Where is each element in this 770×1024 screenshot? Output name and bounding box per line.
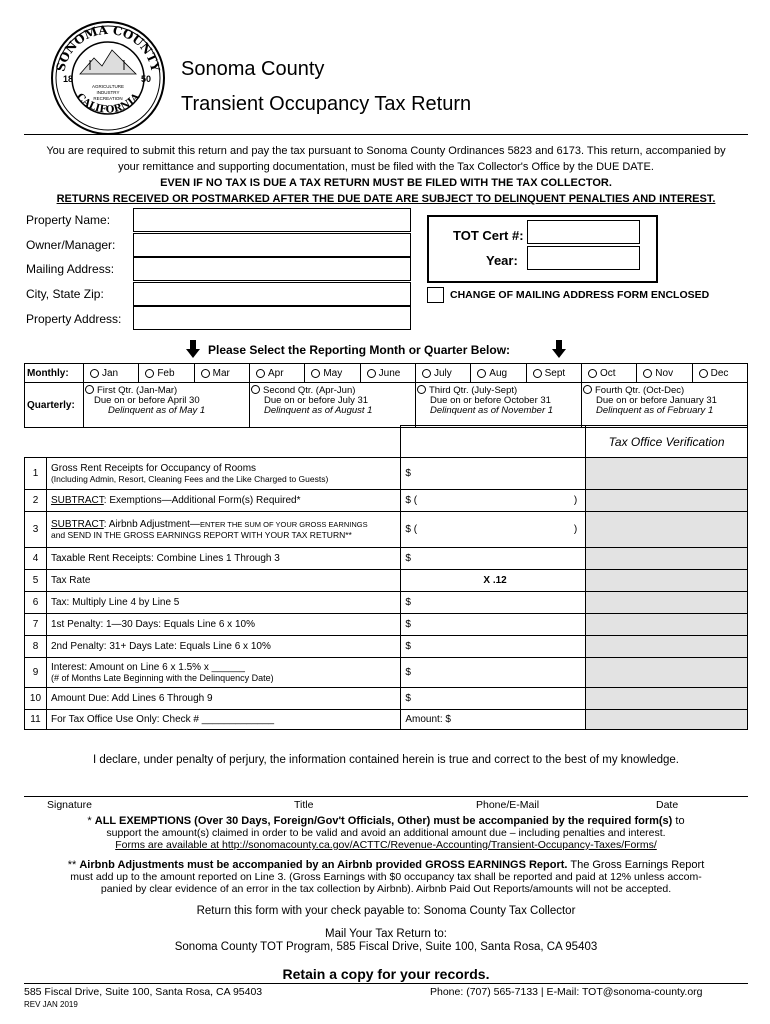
line-8-verify xyxy=(586,636,748,658)
quarter-delinquent: Delinquent as of August 1 xyxy=(264,405,373,416)
quarter-due: Due on or before April 30 xyxy=(94,395,200,406)
radio-icon xyxy=(256,369,265,378)
line-8-amount[interactable]: $ xyxy=(401,636,586,658)
month-label: Sept xyxy=(544,367,566,379)
line-number: 8 xyxy=(25,636,47,658)
title-label: Title xyxy=(294,799,314,811)
intro-line-2: your remittance and supporting documentation, must be filed with the Tax Collector's Office by the DUE DATE. xyxy=(118,161,654,173)
line-7-amount[interactable]: $ xyxy=(401,614,586,636)
radio-icon xyxy=(90,369,99,378)
arrow-down-icon xyxy=(552,340,566,358)
quarter-name: Third Qtr. (July-Sept) xyxy=(429,385,518,396)
radio-icon xyxy=(583,385,592,394)
property-name-label: Property Name: xyxy=(26,213,111,227)
form-title: Transient Occupancy Tax Return xyxy=(181,93,472,115)
radio-icon xyxy=(417,385,426,394)
month-option-july[interactable] xyxy=(416,364,471,382)
month-label: July xyxy=(433,367,452,379)
warning-late: RETURNS RECEIVED OR POSTMARKED AFTER THE DUE DATE ARE SUBJECT TO DELINQUENT PENALTIES AND INTEREST. xyxy=(56,193,716,205)
line-3-amount[interactable] xyxy=(401,512,586,548)
tot-cert-label: TOT Cert #: xyxy=(453,228,524,243)
line-1-text: Gross Rent Receipts for Occupancy of Rooms xyxy=(50,463,257,474)
owner-manager-field[interactable] xyxy=(133,233,411,257)
mailing-address-label: Mailing Address: xyxy=(26,262,115,276)
quarter-name: Fourth Qtr. (Oct-Dec) xyxy=(595,385,685,396)
line-4-verify xyxy=(586,548,748,570)
seal-top-text: SONOMA COUNTY xyxy=(53,22,163,73)
month-label: May xyxy=(323,367,343,379)
exemptions-note xyxy=(24,815,748,851)
line-2-amount[interactable] xyxy=(401,490,586,512)
property-address-label: Property Address: xyxy=(26,312,122,326)
month-label: Oct xyxy=(599,367,616,379)
quarter-due: Due on or before January 31 xyxy=(596,395,717,406)
quarterly-label: Quarterly: xyxy=(25,383,84,428)
line-9-label xyxy=(46,658,400,688)
line-1-amount[interactable]: $ xyxy=(401,458,586,490)
line-11-amount: Amount: $ xyxy=(401,710,586,730)
table-row xyxy=(25,512,748,548)
line-1-verify xyxy=(586,458,748,490)
year-label: Year: xyxy=(486,253,518,268)
line-number: 3 xyxy=(25,512,47,548)
quarter-name: First Qtr. (Jan-Mar) xyxy=(97,385,178,396)
line-number: 1 xyxy=(25,458,47,490)
table-row xyxy=(25,490,748,512)
line-number: 6 xyxy=(25,592,47,614)
line-2-verify xyxy=(586,490,748,512)
retain-copy-text: Retain a copy for your records. xyxy=(282,966,490,982)
month-option-apr[interactable] xyxy=(250,364,305,382)
arrow-down-icon xyxy=(186,340,200,358)
line-2-text: : Exemptions—Additional Form(s) Required* xyxy=(103,495,301,506)
line-number: 2 xyxy=(25,490,47,512)
airbnb-note xyxy=(22,859,750,895)
table-row xyxy=(25,688,748,710)
form-title-county: Sonoma County xyxy=(181,58,325,80)
radio-icon xyxy=(533,369,542,378)
radio-icon xyxy=(201,369,210,378)
line-5-verify xyxy=(586,570,748,592)
month-label: Feb xyxy=(157,367,175,379)
quarter-due: Due on or before October 31 xyxy=(430,395,551,406)
line-4-label: Taxable Rent Receipts: Combine Lines 1 Through 3 xyxy=(46,548,400,570)
table-row xyxy=(25,570,748,592)
quarter-due: Due on or before July 31 xyxy=(264,395,369,406)
subtract-word: SUBTRACT xyxy=(50,495,104,506)
month-option-nov[interactable] xyxy=(637,364,692,382)
radio-icon xyxy=(251,385,260,394)
period-table xyxy=(24,363,748,428)
footer-contact: Phone: (707) 565-7133 | E-Mail: TOT@sonoma-county.org xyxy=(430,986,703,998)
line-number: 4 xyxy=(25,548,47,570)
month-option-feb[interactable] xyxy=(139,364,194,382)
note-star: * xyxy=(87,815,95,827)
table-row xyxy=(25,614,748,636)
quarter-delinquent: Delinquent as of May 1 xyxy=(108,405,206,416)
mail-return-heading: Mail Your Tax Return to: xyxy=(325,928,447,940)
line-number: 9 xyxy=(25,658,47,688)
exemptions-rest: to xyxy=(672,815,685,827)
county-seal xyxy=(50,20,166,136)
verification-header: Tax Office Verification xyxy=(586,426,748,458)
month-label: Jan xyxy=(102,367,119,379)
airbnb-bold: Airbnb Adjustments must be accompanied by an Airbnb provided GROSS EARNINGS Report. xyxy=(79,859,568,871)
table-row xyxy=(25,636,748,658)
line-11-verify xyxy=(586,710,748,730)
tax-calculation-table xyxy=(24,425,748,730)
line-2-label xyxy=(46,490,400,512)
exemptions-line-2: support the amount(s) claimed in order to be valid and avoid an additional amount due – including penalties and interest. xyxy=(106,827,666,839)
line-9-subtext: (# of Months Late Beginning with the Delinquency Date) xyxy=(50,673,274,683)
line-9-text: Interest: Amount on Line 6 x 1.5% x ______ xyxy=(50,662,245,673)
quarter-name: Second Qtr. (Apr-Jun) xyxy=(263,385,356,396)
tax-rate-value: X .12 xyxy=(401,570,586,592)
month-label: Dec xyxy=(710,367,729,379)
line-9-verify xyxy=(586,658,748,688)
line-4-amount[interactable]: $ xyxy=(401,548,586,570)
line-10-label: Amount Due: Add Lines 6 Through 9 xyxy=(46,688,400,710)
phone-email-label: Phone/E-Mail xyxy=(476,799,540,811)
radio-icon xyxy=(422,369,431,378)
quarter-option-4[interactable] xyxy=(582,383,747,427)
date-label: Date xyxy=(656,799,679,811)
month-option-jan[interactable] xyxy=(84,364,139,382)
period-heading: Please Select the Reporting Month or Quarter Below: xyxy=(208,343,511,357)
exemptions-bold: ALL EXEMPTIONS (Over 30 Days, Foreign/Gov't Officials, Other) must be accompanied by the required form(s) xyxy=(94,815,673,827)
line-6-label: Tax: Multiply Line 4 by Line 5 xyxy=(46,592,400,614)
line-5-label: Tax Rate xyxy=(46,570,400,592)
line-number: 5 xyxy=(25,570,47,592)
radio-icon xyxy=(699,369,708,378)
quarter-delinquent: Delinquent as of November 1 xyxy=(430,405,554,416)
radio-icon xyxy=(85,385,94,394)
change-address-label: CHANGE OF MAILING ADDRESS FORM ENCLOSED xyxy=(450,289,710,301)
seal-year-right: 50 xyxy=(141,74,152,84)
line-number: 10 xyxy=(25,688,47,710)
payable-to-text: Return this form with your check payable to: Sonoma County Tax Collector xyxy=(196,905,576,917)
month-option-oct[interactable] xyxy=(582,364,637,382)
radio-icon xyxy=(311,369,320,378)
quarter-option-3[interactable] xyxy=(416,383,582,427)
airbnb-rest: The Gross Earnings Report xyxy=(567,859,705,871)
year-field[interactable] xyxy=(527,246,640,270)
quarter-option-2[interactable] xyxy=(250,383,416,427)
radio-icon xyxy=(643,369,652,378)
line-6-verify xyxy=(586,592,748,614)
signature-label: Signature xyxy=(47,799,92,811)
radio-icon xyxy=(145,369,154,378)
amount-close: ) xyxy=(573,524,578,535)
seal-year-left: 18 xyxy=(63,74,74,84)
line-3-verify xyxy=(586,512,748,548)
airbnb-line-3: panied by clear evidence of an error in the tax collection by Airbnb). Airbnb Paid Out Reports/amounts will not be accepted. xyxy=(100,883,672,895)
signature-line[interactable] xyxy=(24,796,748,797)
line-7-verify xyxy=(586,614,748,636)
line-3-label xyxy=(46,512,400,548)
line-3-text-2: and SEND IN THE GROSS EARNINGS REPORT WITH YOUR TAX RETURN** xyxy=(50,530,352,540)
warning-no-tax: EVEN IF NO TAX IS DUE A TAX RETURN MUST BE FILED WITH THE TAX COLLECTOR. xyxy=(160,177,612,189)
radio-icon xyxy=(588,369,597,378)
table-row xyxy=(25,458,748,490)
intro-text xyxy=(24,143,748,175)
quarters-row xyxy=(84,383,748,428)
mailing-address-field[interactable] xyxy=(133,257,411,281)
line-3-caps: ENTER THE SUM OF YOUR GROSS EARNINGS xyxy=(199,520,368,529)
footer-divider xyxy=(24,983,748,984)
amount-prefix: $ ( xyxy=(405,524,418,535)
line-9-amount[interactable]: $ xyxy=(401,658,586,688)
month-option-dec[interactable] xyxy=(693,364,747,382)
seal-bottom-text: CALIFORNIA xyxy=(73,91,143,116)
month-option-mar[interactable] xyxy=(195,364,250,382)
month-label: Aug xyxy=(489,367,508,379)
line-8-label: 2nd Penalty: 31+ Days Late: Equals Line 6 x 10% xyxy=(46,636,400,658)
change-address-checkbox[interactable] xyxy=(427,287,444,303)
declaration-text: I declare, under penalty of perjury, the information contained herein is true and correct to the best of my knowledge. xyxy=(93,754,679,766)
month-option-may[interactable] xyxy=(305,364,360,382)
tot-cert-field[interactable] xyxy=(527,220,640,244)
radio-icon xyxy=(477,369,486,378)
line-11-label: For Tax Office Use Only: Check # _____________ xyxy=(46,710,400,730)
table-row xyxy=(25,710,748,730)
city-state-zip-label: City, State Zip: xyxy=(26,287,104,301)
property-name-field[interactable] xyxy=(133,208,411,232)
city-state-zip-field[interactable] xyxy=(133,282,411,306)
revision-date: REV JAN 2019 xyxy=(24,1000,78,1009)
month-label: June xyxy=(378,367,401,379)
quarter-option-1[interactable] xyxy=(84,383,250,427)
seal-center-3: RECREATION xyxy=(93,96,123,101)
line-number: 7 xyxy=(25,614,47,636)
month-option-aug[interactable] xyxy=(471,364,526,382)
monthly-label: Monthly: xyxy=(25,364,84,383)
seal-center-1: AGRICULTURE xyxy=(92,84,124,89)
seal-center-2: INDUSTRY xyxy=(96,90,120,95)
month-option-june[interactable] xyxy=(361,364,416,382)
months-row xyxy=(84,364,748,383)
line-10-verify xyxy=(586,688,748,710)
header-divider xyxy=(24,134,748,135)
footer-address: 585 Fiscal Drive, Suite 100, Santa Rosa, CA 95403 xyxy=(24,986,263,998)
note-star: ** xyxy=(67,859,80,871)
airbnb-line-2: must add up to the amount reported on Line 3. (Gross Earnings with $0 occupancy tax shall be reported and paid at 12% unless accom- xyxy=(70,871,702,883)
table-row xyxy=(25,548,748,570)
month-label: Nov xyxy=(655,367,674,379)
owner-manager-label: Owner/Manager: xyxy=(26,238,116,252)
line-1-label xyxy=(46,458,400,490)
line-number: 11 xyxy=(25,710,47,730)
month-label: Mar xyxy=(212,367,230,379)
quarter-delinquent: Delinquent as of February 1 xyxy=(596,405,714,416)
table-row xyxy=(25,592,748,614)
radio-icon xyxy=(367,369,376,378)
line-3-text: : Airbnb Adjustment— xyxy=(103,519,200,530)
line-7-label: 1st Penalty: 1—30 Days: Equals Line 6 x 10% xyxy=(46,614,400,636)
mail-address: Sonoma County TOT Program, 585 Fiscal Drive, Suite 100, Santa Rosa, CA 95403 xyxy=(174,941,598,953)
property-address-field[interactable] xyxy=(133,306,411,330)
intro-line-1: You are required to submit this return and pay the tax pursuant to Sonoma County Ordinances 5823 and 6173. This return, accompanied by xyxy=(46,145,726,157)
forms-link[interactable]: Forms are available at http://sonomacounty.ca.gov/ACTTC/Revenue-Accounting/Transient-Occupancy-Taxes/Forms/ xyxy=(115,839,657,851)
line-10-amount[interactable]: $ xyxy=(401,688,586,710)
amount-close: ) xyxy=(573,495,578,506)
tot-cert-box xyxy=(427,215,658,283)
subtract-word: SUBTRACT xyxy=(50,519,104,530)
line-6-amount[interactable]: $ xyxy=(401,592,586,614)
table-row xyxy=(25,658,748,688)
month-option-sept[interactable] xyxy=(527,364,582,382)
line-1-subtext: (Including Admin, Resort, Cleaning Fees and the Like Charged to Guests) xyxy=(50,474,329,484)
amount-prefix: $ ( xyxy=(405,495,418,506)
month-label: Apr xyxy=(267,367,284,379)
